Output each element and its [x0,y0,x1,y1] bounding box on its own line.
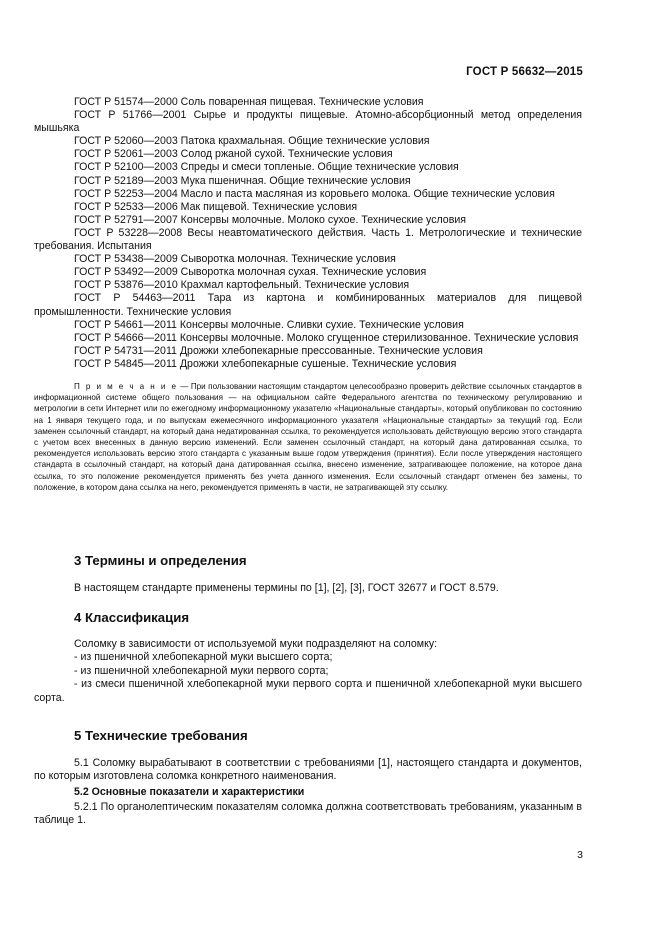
list-item: - из пшеничной хлебопекарной муки первого сорта; [74,664,329,677]
section-4-intro: Соломку в зависимости от используемой муки подразделяют на соломку: [74,638,438,650]
reference-item: ГОСТ Р 51574—2000 Соль поваренная пищевая. Технические условия [74,96,424,108]
reference-item: ГОСТ Р 52061—2003 Солод ржаной сухой. Технические условия [74,148,393,161]
list-item: - из пшеничной хлебопекарной муки высшего сорта; [74,651,333,664]
reference-item: ГОСТ Р 52533—2006 Мак пищевой. Технические условия [74,200,358,213]
reference-item: ГОСТ Р 54731—2011 Дрожжи хлебопекарные прессованные. Технические условия [74,344,483,357]
normative-references-list [34,96,582,371]
document-header: ГОСТ Р 56632—2015 [466,66,583,78]
paragraph-5-1: 5.1 Соломку вырабатывают в соответствии с требованиями [1], настоящего стандарта и документов, по которым изготовлена соломка конкретного наименования. [34,757,582,783]
reference-item: ГОСТ Р 53492—2009 Сыворотка молочная сухая. Технические условия [74,266,427,279]
reference-item: ГОСТ Р 54661—2011 Консервы молочные. Сливки сухие. Технические условия [74,318,464,331]
reference-item: ГОСТ Р 53438—2009 Сыворотка молочная. Технические условия [74,253,396,266]
reference-item: ГОСТ Р 52060—2003 Патока крахмальная. Общие технические условия [74,135,430,148]
paragraph-5-2-1: 5.2.1 По органолептическим показателям соломка должна соответствовать требованиям, указанным в таблице 1. [34,801,582,827]
section-4-body [34,638,582,705]
reference-item: ГОСТ Р 54666—2011 Консервы молочные. Молоко сгущенное стерилизованное. Технические условия [74,331,579,344]
reference-item: ГОСТ Р 52100—2003 Спреды и смеси топленые. Общие технические условия [74,161,459,174]
reference-item: ГОСТ Р 53228—2008 Весы неавтоматического действия. Часть 1. Метрологические и технические требования. Испытания [34,226,582,253]
reference-item: ГОСТ Р 54463—2011 Тара из картона и комбинированных материалов для пищевой промышленности. Технические условия [34,292,582,318]
reference-item: ГОСТ Р 52791—2007 Консервы молочные. Молоко сухое. Технические условия [74,213,466,226]
note-label: П р и м е ч а н и е [74,382,178,391]
reference-item: ГОСТ Р 51766—2001 Сырье и продукты пищевые. Атомно-абсорбционный метод определения мышьяка [34,109,582,135]
section-3-heading: 3 Термины и определения [74,553,247,568]
reference-item: ГОСТ Р 53876—2010 Крахмал картофельный. Технические условия [74,279,410,292]
reference-item: ГОСТ Р 54845—2011 Дрожжи хлебопекарные сушеные. Технические условия [74,357,457,370]
section-4-heading: 4 Классификация [74,610,190,625]
references-note [34,381,582,493]
list-item: - из смеси пшеничной хлебопекарной муки первого сорта и пшеничной хлебопекарной муки высшего сорта. [34,678,582,704]
note-text: — При пользовании настоящим стандартом целесообразно проверить действие ссылочных стандартов в информационной системе общего пользования — на официальном сайте Федерального агентства по техническому регулированию и метрологии в сети Интернет или по ежегодному информационному указателю «Национальные стандарты», который опубликован по состоянию на 1 января текущего года, и по выпускам ежемесячного информационного указателя «Национальные стандарты» за текущий год. Если заменен ссылочный стандарт, на который дана недатированная ссылка, то рекомендуется использовать действующую версию этого стандарта с учетом всех внесенных в данную версию изменений. Если заменен ссылочный стандарт, на который дана датированная ссылка, то рекомендуется использовать версию этого стандарта с указанным выше годом утверждения (принятия). Если после утверждения настоящего стандарта в ссылочный стандарт, на который дана датированная ссылка, внесено изменение, затрагивающее положение, на которое дана ссылка, то это положение рекомендуется применять без учета данного изменения. Если ссылочный стандарт отменен без замены, то положение, в котором дана ссылка на него, рекомендуется применять в части, не затрагивающей эту ссылку. [34,382,582,492]
subsection-5-2-heading: 5.2 Основные показатели и характеристики [74,786,305,798]
section-3-text: В настоящем стандарте применены термины по [1], [2], [3], ГОСТ 32677 и ГОСТ 8.579. [74,582,499,594]
section-5-heading: 5 Технические требования [74,728,248,743]
page-number: 3 [577,849,583,861]
reference-item: ГОСТ Р 52189—2003 Мука пшеничная. Общие технические условия [74,174,411,187]
reference-item: ГОСТ Р 52253—2004 Масло и паста масляная из коровьего молока. Общие технические условия [74,187,555,200]
